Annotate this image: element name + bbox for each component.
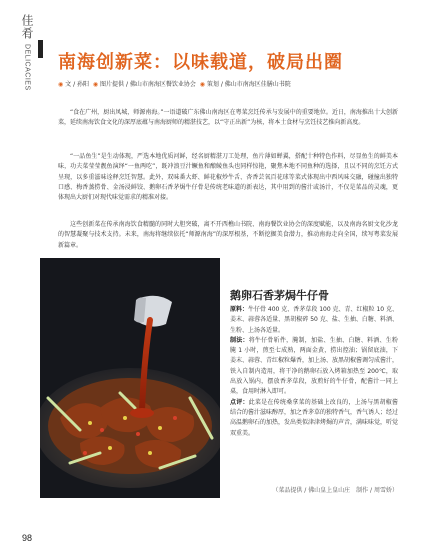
article-headline: 南海创新菜：以味载道，破局出圈 <box>58 52 343 73</box>
recipe-review <box>230 398 398 439</box>
byline-author: 孙阳 <box>77 81 90 88</box>
byline: ◉ 文 / 孙阳 ◉ 图片提供 / 佛山市南海区餐饮业协会 ◉ 策划 / 佛山市南海区佳膳山书院 <box>58 81 291 88</box>
section-tag-cn: 佳肴 <box>20 14 34 40</box>
byline-plan-label: 策划 <box>206 81 219 88</box>
recipe-method <box>230 336 398 398</box>
stone-grilled-beef-ribs-photo <box>40 258 220 498</box>
headline-marker-bar <box>38 40 43 58</box>
byline-bullet-icon: ◉ <box>58 81 64 88</box>
recipe-title: 鹅卵石香茅焗牛仔骨 <box>230 289 329 302</box>
byline-photo-source: 佛山市南海区餐饮业协会 <box>129 81 196 88</box>
recipe-ingredients <box>230 305 398 336</box>
byline-plan-source: 佛山市南海区佳膳山书院 <box>224 81 291 88</box>
recipe-body <box>230 305 398 439</box>
byline-bullet-icon: ◉ <box>92 81 99 88</box>
byline-text-label: 文 <box>65 81 72 88</box>
page-number: 98 <box>22 533 33 543</box>
ingredients-label: 原料： <box>230 306 249 313</box>
byline-photo-label: 图片提供 <box>100 81 125 88</box>
method-label: 制法： <box>230 336 249 344</box>
body-paragraph: “一品鱼生”是生动体现，严选本地优质河鲜，经名厨精湛刀工处理，鱼片薄如蝉翼，搭配十种特色作料，尽显鱼生的鲜美本味，功夫菜莹莹靓鱼演绎“一鱼两吃”，既冲浪豆汁鳜鱼和酿鲮鱼头也同样惊艳，聚焦本地不同鱼种的选择，且以不同的烹饪方式呈现，以多重滋味诠释烹饪智慧。此外，双味番大虾、鲜花椒炒牛舌、杏香芸氧百花球等菜式体现出中西风味交融，碰撞出独特口感、梅香蒸捞骨、金汤浸鲜饺、鹅卵石香茅焗牛仔骨是传统老味道的新表达，其中用到的酱汁或汤汁，不仅是菜品的灵魂，更体现出大厨们对现代味觉需求的精准对接。 <box>58 153 398 202</box>
review-label: 点评： <box>230 398 249 406</box>
section-tag-en: DELICACIES <box>23 44 31 91</box>
section-tag <box>14 14 40 94</box>
ingredients-text: 牛仔骨 400 克、香茅草段 100 克、青、红椒粒 10 克、姜末、蒜蓉各适量、黑胡椒碎 50 克、盐、生抽、白糖、料酒、生粉、上汤各适量。 <box>230 306 398 334</box>
byline-bullet-icon: ◉ <box>199 81 205 88</box>
review-text: 此菜是在传统桑拿菜的基础上改良的，上汤与黑胡椒酱结合的酱汁滋味醇厚，加之香茅草的独特香气，香气诱人；经过高温鹅卵石的加热，发出类似津津烤焗的声音，满味味觉，听觉双重美。 <box>230 398 399 437</box>
method-text: 将牛仔骨斩件，腌制，加盐、生抽、白糖、料酒、生粉腌 1 小时，煎至七成熟，两面金黄，捞出控油；锅留底油，下姜末、蒜蓉、青红椒粒爆香，加上汤、放黑胡椒酱调匀成酱汁，铁入自制内造用，将干净的鹅卵石放入烤箱加热至 200℃，取出放入锅内，摆放香茅草段，放煎好的牛仔骨，配酱汁一同上桌，食用时淋入即可。 <box>230 336 399 396</box>
body-paragraph: “食在广州，厨出凤城，师源南海。”一语道破广东佛山南海区在粤菜烹饪传承与发展中的重要地位。近日，南海推出十大创新菜，延续南海饮食文化的深厚底蕴与南海厨师的精湛技艺，以“守正出新”为核，将本土食材与烹饪技艺推向新高度。 <box>58 109 398 127</box>
dish-photo <box>40 258 220 498</box>
body-paragraph: 这些创新菜在传承南海饮食精髓的同时大胆突破，离不开西樵山书院、南海餐饮业协会的深度赋能，以及南海名厨文化沙龙的智慧凝聚与技术支持。未来，南海将继续依托“师源南海”的深厚根基，不断挖掘美食潜力，推动南海走向全国，续写粤菜发展新篇章。 <box>58 221 398 249</box>
recipe-credit: （菜品提供 / 佛山皇上皇山庄 制作 / 周雪娇） <box>272 487 398 494</box>
